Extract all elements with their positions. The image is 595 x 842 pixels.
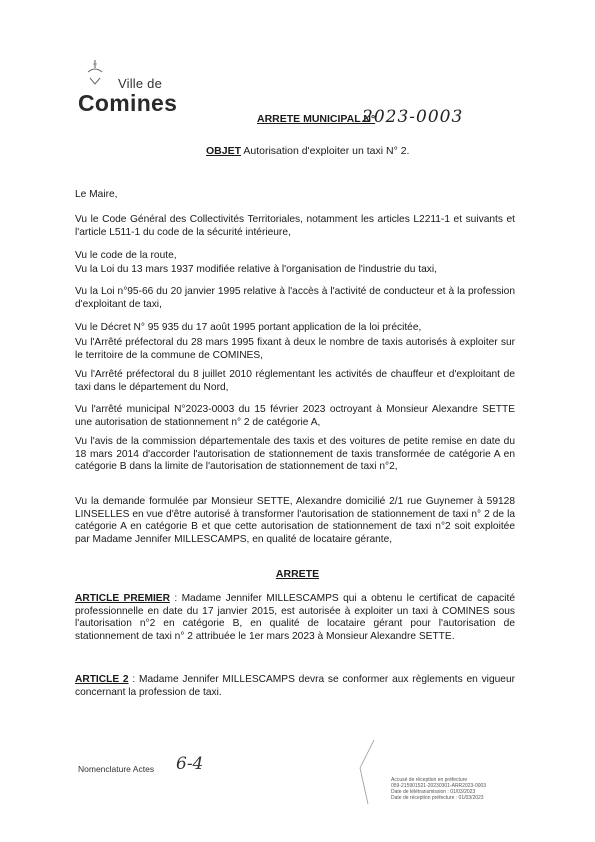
subject-label: OBJET — [206, 145, 242, 157]
nomenclature-label: Nomenclature Actes — [78, 764, 155, 774]
considerant: Vu l'avis de la commission départementale des taxis et des voitures de petite remise en date du 18 mars 2014 d'accorder l'autorisation de stationnement de taxis transformée de catégorie A en catégorie B dans la limite de l'autorisation de stationnement de taxi n°2, — [75, 436, 515, 473]
article — [75, 593, 515, 643]
decree-number-handwritten: 2023-0003 — [362, 107, 464, 127]
considerant: Vu le Décret N° 95 935 du 17 août 1995 portant application de la loi précitée, — [75, 322, 422, 333]
considerant: Vu la demande formulée par Monsieur SETTE, Alexandre domicilié 2/1 rue Guynemer à 59128 LINSELLES en vue d'être autorisé à transformer l'autorisation de stationnement de taxi n° 2 de la catégorie A en catégorie B et que cette autorisation de stationnement de taxi n°2 soit exploitée par Madame Jennifer MILLESCAMPS, en qualité de locataire gérante, — [75, 496, 515, 545]
stamp-line: Accusé de réception en préfecture — [391, 777, 468, 783]
arrete-heading: ARRETE — [275, 568, 320, 580]
considerant: Vu l'Arrêté préfectoral du 28 mars 1995 fixant à deux le nombre de taxis autorisés à exploiter sur le territoire de la commune de COMINES, — [75, 337, 515, 361]
logo-subtitle: Ville de — [118, 76, 163, 91]
considerant: Vu le code de la route, — [75, 250, 177, 261]
considerant: Vu la Loi n°95-66 du 20 janvier 1995 relative à l'accès à l'activité de conducteur et à la profession d'exploitant de taxi, — [75, 286, 515, 310]
intro-line: Le Maire, — [75, 189, 118, 200]
subject-text: Autorisation d'exploiter un taxi N° 2. — [241, 145, 410, 157]
nomenclature-value-handwritten: 6-4 — [176, 754, 204, 774]
considerant: Vu le Code Général des Collectivités Territoriales, notamment les articles L2211-1 et suivants et l'article L511-1 du code de la sécurité intérieure, — [75, 214, 515, 238]
city-logo-mark-icon — [84, 58, 106, 90]
article-title: ARTICLE 2 — [75, 674, 129, 685]
article-title: ARTICLE PREMIER — [75, 593, 170, 604]
stamp-line: 059-215901521-20230301-ARR2023-0003 — [391, 783, 487, 789]
considerant: Vu l'Arrêté préfectoral du 8 juillet 2010 réglementant les activités de chauffeur et d'exploitant de taxi dans le département du Nord, — [75, 369, 515, 393]
considerant: Vu la Loi du 13 mars 1937 modifiée relative à l'organisation de l'industrie du taxi, — [75, 264, 437, 275]
article — [75, 674, 515, 699]
stamp-line: Date de télétransmission : 01/03/2023 — [391, 789, 476, 795]
stamp-line: Date de réception préfecture : 01/03/2023 — [391, 795, 484, 801]
logo-title: Comines — [78, 90, 178, 116]
page-fold-mark — [354, 738, 376, 806]
considerant: Vu l'arrêté municipal N°2023-0003 du 15 février 2023 octroyant à Monsieur Alexandre SETTE une autorisation de stationnement n° 2 de catégorie A, — [75, 404, 515, 428]
article-text: : Madame Jennifer MILLESCAMPS devra se conformer aux règlements en vigueur concernant la profession de taxi. — [75, 674, 515, 698]
article-text: : Madame Jennifer MILLESCAMPS qui a obtenu le certificat de capacité professionnelle en date du 17 janvier 2015, est autorisée à exploiter un taxi à COMINES sous l'autorisation n°2 en catégorie B, en qualité de locataire gérant pour l'autorisation de stationnement de taxi n° 2 attribuée le 1er mars 2023 à Monsieur Alexandre SETTE. — [75, 593, 515, 642]
prefecture-receipt-stamp — [391, 777, 513, 801]
decree-subject — [206, 145, 409, 157]
decree-title: ARRETE MUNICIPAL N° — [257, 113, 376, 125]
